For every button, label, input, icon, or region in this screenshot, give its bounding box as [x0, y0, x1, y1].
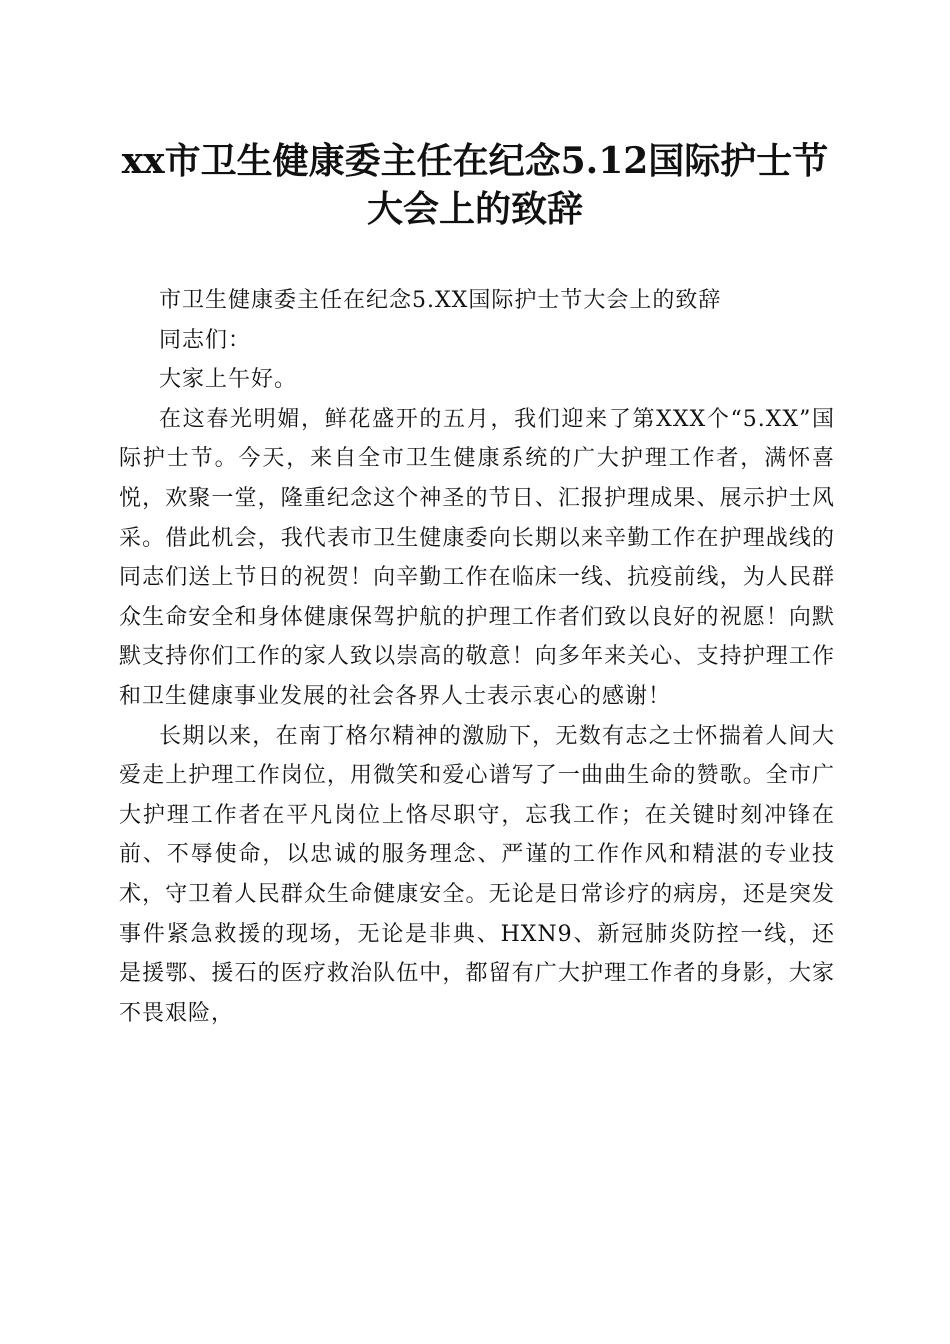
document-body — [119, 281, 835, 1033]
paragraph: 长期以来，在南丁格尔精神的激励下，无数有志之士怀揣着人间大爱走上护理工作岗位，用微笑和爱心谱写了一曲曲生命的赞歌。全市广大护理工作者在平凡岗位上恪尽职守，忘我工作；在关键时刻冲锋在前、不辱使命，以忠诚的服务理念、严谨的工作作风和精湛的专业技术，守卫着人民群众生命健康安全。无论是日常诊疗的病房，还是突发事件紧急救援的现场，无论是非典、HXN9、新冠肺炎防控一线，还是援鄂、援石的医疗救治队伍中，都留有广大护理工作者的身影，大家不畏艰险， — [119, 723, 835, 1026]
speech-heading: 市卫生健康委主任在纪念5.XX国际护士节大会上的致辞 — [159, 288, 722, 313]
paragraph: 在这春光明媚，鲜花盛开的五月，我们迎来了第XXX个“5.XX”国际护士节。今天，来自全市卫生健康系统的广大护理工作者，满怀喜悦，欢聚一堂，隆重纪念这个神圣的节日、汇报护理成果、展示护士风采。借此机会，我代表市卫生健康委向长期以来辛勤工作在护理战线的同志们送上节日的祝贺！向辛勤工作在临床一线、抗疫前线，为人民群众生命安全和身体健康保驾护航的护理工作者们致以良好的祝愿！向默默支持你们工作的家人致以崇高的敬意！向多年来关心、支持护理工作和卫生健康事业发展的社会各界人士表示衷心的感谢！ — [119, 406, 835, 709]
document-title-line-1: xx市卫生健康委主任在纪念5.12国际护士节 — [121, 140, 829, 182]
greeting: 大家上午好。 — [159, 367, 298, 393]
salutation: 同志们： — [159, 327, 252, 353]
document-title-line-2: 大会上的致辞 — [366, 188, 583, 230]
